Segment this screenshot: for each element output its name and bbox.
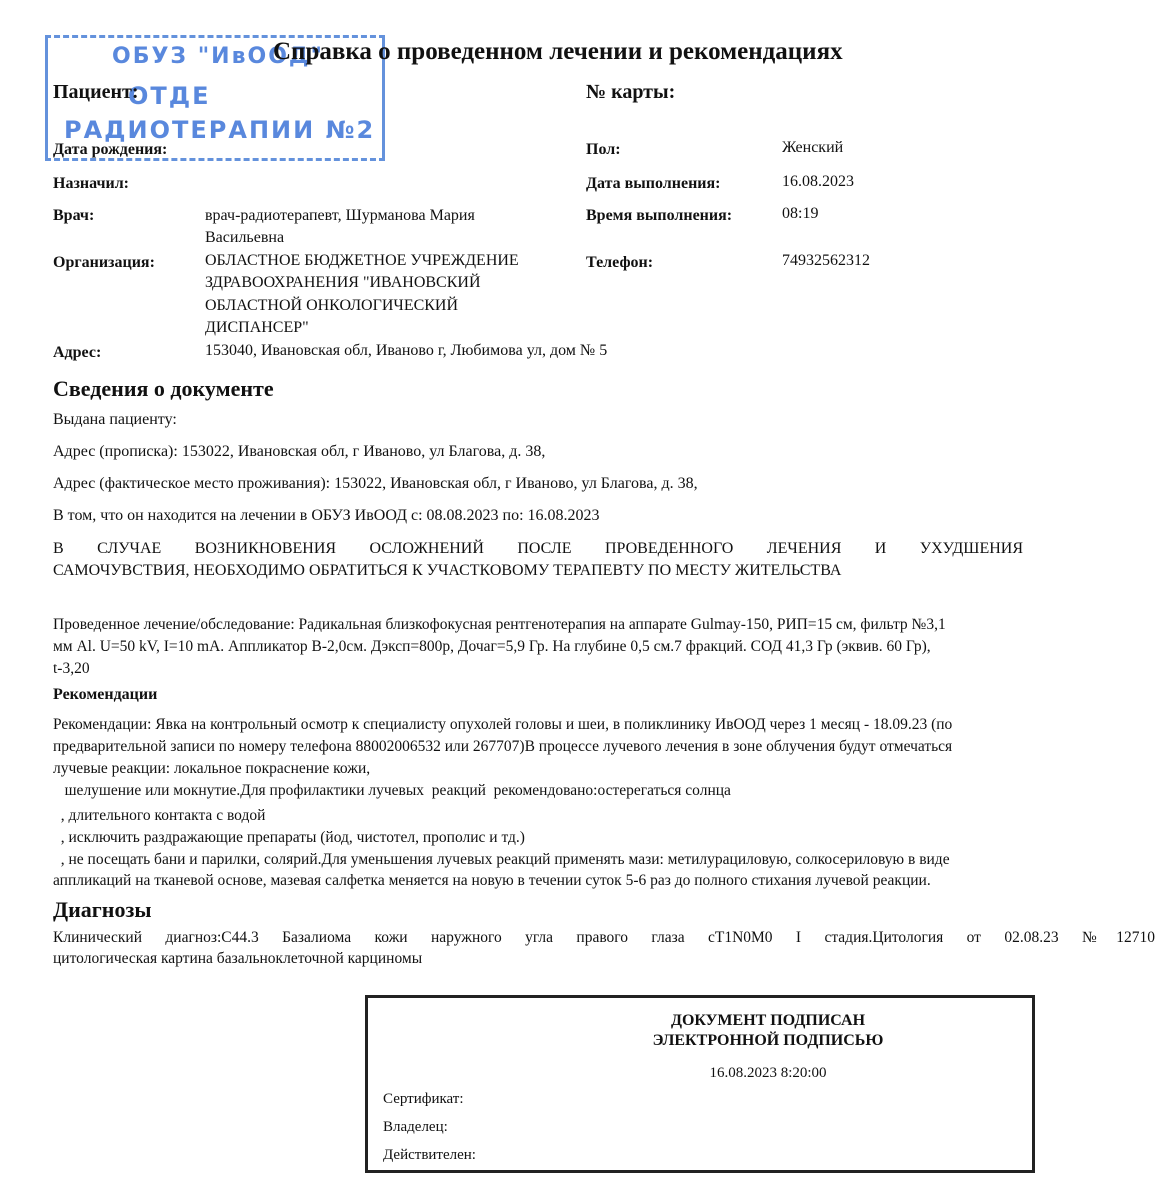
recommendations-heading: Рекомендации: [53, 686, 158, 703]
organization-value: ДИСПАНСЕР": [205, 319, 309, 336]
organization-label: Организация:: [53, 254, 155, 271]
time-label: Время выполнения:: [586, 207, 733, 224]
card-number-label: № карты:: [586, 81, 676, 103]
signature-box: [365, 995, 1035, 1173]
valid-label: Действителен:: [383, 1147, 476, 1163]
warning-line: В СЛУЧАЕ ВОЗНИКНОВЕНИЯ ОСЛОЖНЕНИЙ ПОСЛЕ ПРОВЕДЕННОГО ЛЕЧЕНИЯ И УХУДШЕНИЯ: [53, 540, 1023, 557]
address-label: Адрес:: [53, 344, 102, 361]
time-value: 08:19: [782, 205, 819, 222]
assigned-label: Назначил:: [53, 175, 129, 192]
warning-line: САМОЧУВСТВИЯ, НЕОБХОДИМО ОБРАТИТЬСЯ К УЧАСТКОВОМУ ТЕРАПЕВТУ ПО МЕСТУ ЖИТЕЛЬСТВА: [53, 562, 842, 579]
doctor-value: врач-радиотерапевт, Шурманова Мария: [205, 207, 475, 224]
owner-label: Владелец:: [383, 1119, 448, 1135]
signature-title: ДОКУМЕНТ ПОДПИСАН: [670, 1012, 866, 1029]
doc-info-line: В том, что он находится на лечении в ОБУЗ ИвООД с: 08.08.2023 по: 16.08.2023: [53, 507, 600, 524]
recommendation-line: шелушение или мокнутие.Для профилактики лучевых реакций рекомендовано:остерегаться солнца: [53, 782, 731, 799]
address-value: 153040, Ивановская обл, Иваново г, Любимова ул, дом № 5: [205, 342, 608, 359]
organization-value: ОБЛАСТНОЙ ОНКОЛОГИЧЕСКИЙ: [205, 297, 459, 314]
doc-info-line: Адрес (фактическое место проживания): 153022, Ивановская обл, г Иваново, ул Благова, д. 38,: [53, 475, 698, 492]
treatment-line: Проведенное лечение/обследование: Радикальная близкофокусная рентгенотерапия на аппарате Gulmay-150, РИП=15 см, фильтр №3,1: [53, 616, 946, 633]
doctor-label: Врач:: [53, 207, 95, 224]
doc-info-heading: Сведения о документе: [53, 376, 274, 401]
diagnoses-heading: Диагнозы: [53, 897, 152, 922]
treatment-line: мм Al. U=50 kV, I=10 mA. Аппликатор В-2,0см. Дэксп=800р, Дочаг=5,9 Гр. На глубине 0,5 см.7 фракций. СОД 41,3 Гр (эквив. 60 Гр),: [53, 638, 931, 655]
patient-label: Пациент:: [53, 81, 139, 103]
signature-title: ЭЛЕКТРОННОЙ ПОДПИСЬЮ: [652, 1032, 884, 1049]
stamp-text: РАДИОТЕРАПИИ №2: [64, 116, 376, 144]
recommendation-line: предварительной записи по номеру телефона 88002006532 или 267707)В процессе лучевого лечения в зоне облучения будут отмечаться: [53, 738, 953, 755]
recommendation-line: , исключить раздражающие препараты (йод, чистотел, прополис и тд.): [53, 829, 525, 846]
phone-value: 74932562312: [782, 252, 870, 269]
diagnosis-line: цитологическая картина базальноклеточной карциномы: [53, 950, 423, 967]
recommendation-line: , длительного контакта с водой: [53, 807, 266, 824]
stamp-text: ОТДЕ: [128, 82, 211, 110]
diagnosis-line: Клинический диагноз:C44.3 Базалиома кожи наружного угла правого глаза cT1N0M0 I стадия.Цитология от 02.08.23 №12710: [53, 929, 1155, 946]
recommendation-line: лучевые реакции: локальное покраснение кожи,: [53, 760, 371, 777]
date-label: Дата выполнения:: [586, 175, 721, 192]
doc-info-line: Выдана пациенту:: [53, 411, 177, 428]
birth-date-label: Дата рождения:: [53, 141, 168, 158]
sex-label: Пол:: [586, 141, 621, 158]
organization-value: ОБЛАСТНОЕ БЮДЖЕТНОЕ УЧРЕЖДЕНИЕ: [205, 252, 519, 269]
doc-info-line: Адрес (прописка): 153022, Ивановская обл, г Иваново, ул Благова, д. 38,: [53, 443, 546, 460]
phone-label: Телефон:: [586, 254, 654, 271]
document-title: Справка о проведенном лечении и рекомендациях: [273, 38, 843, 65]
sex-value: Женский: [782, 139, 844, 156]
organization-value: ЗДРАВООХРАНЕНИЯ "ИВАНОВСКИЙ: [205, 274, 481, 291]
treatment-line: t-3,20: [53, 660, 90, 677]
recommendation-line: Рекомендации: Явка на контрольный осмотр к специалисту опухолей головы и шеи, в поликлинику ИвООД через 1 месяц - 18.09.23 (по: [53, 716, 953, 733]
recommendation-line: аппликаций на тканевой основе, мазевая салфетка меняется на новую в течении суток 5-6 раз до полного стихания лучевой реакции.: [53, 872, 931, 889]
signature-datetime: 16.08.2023 8:20:00: [709, 1065, 827, 1081]
stamp-text: ОБУЗ "ИвООД": [112, 44, 324, 69]
date-value: 16.08.2023: [782, 173, 854, 190]
recommendation-line: , не посещать бани и парилки, солярий.Для уменьшения лучевых реакций применять мази: метилурациловую, солкосериловую в виде: [53, 851, 950, 868]
certificate-label: Сертификат:: [383, 1091, 464, 1107]
doctor-value: Васильевна: [205, 229, 285, 246]
